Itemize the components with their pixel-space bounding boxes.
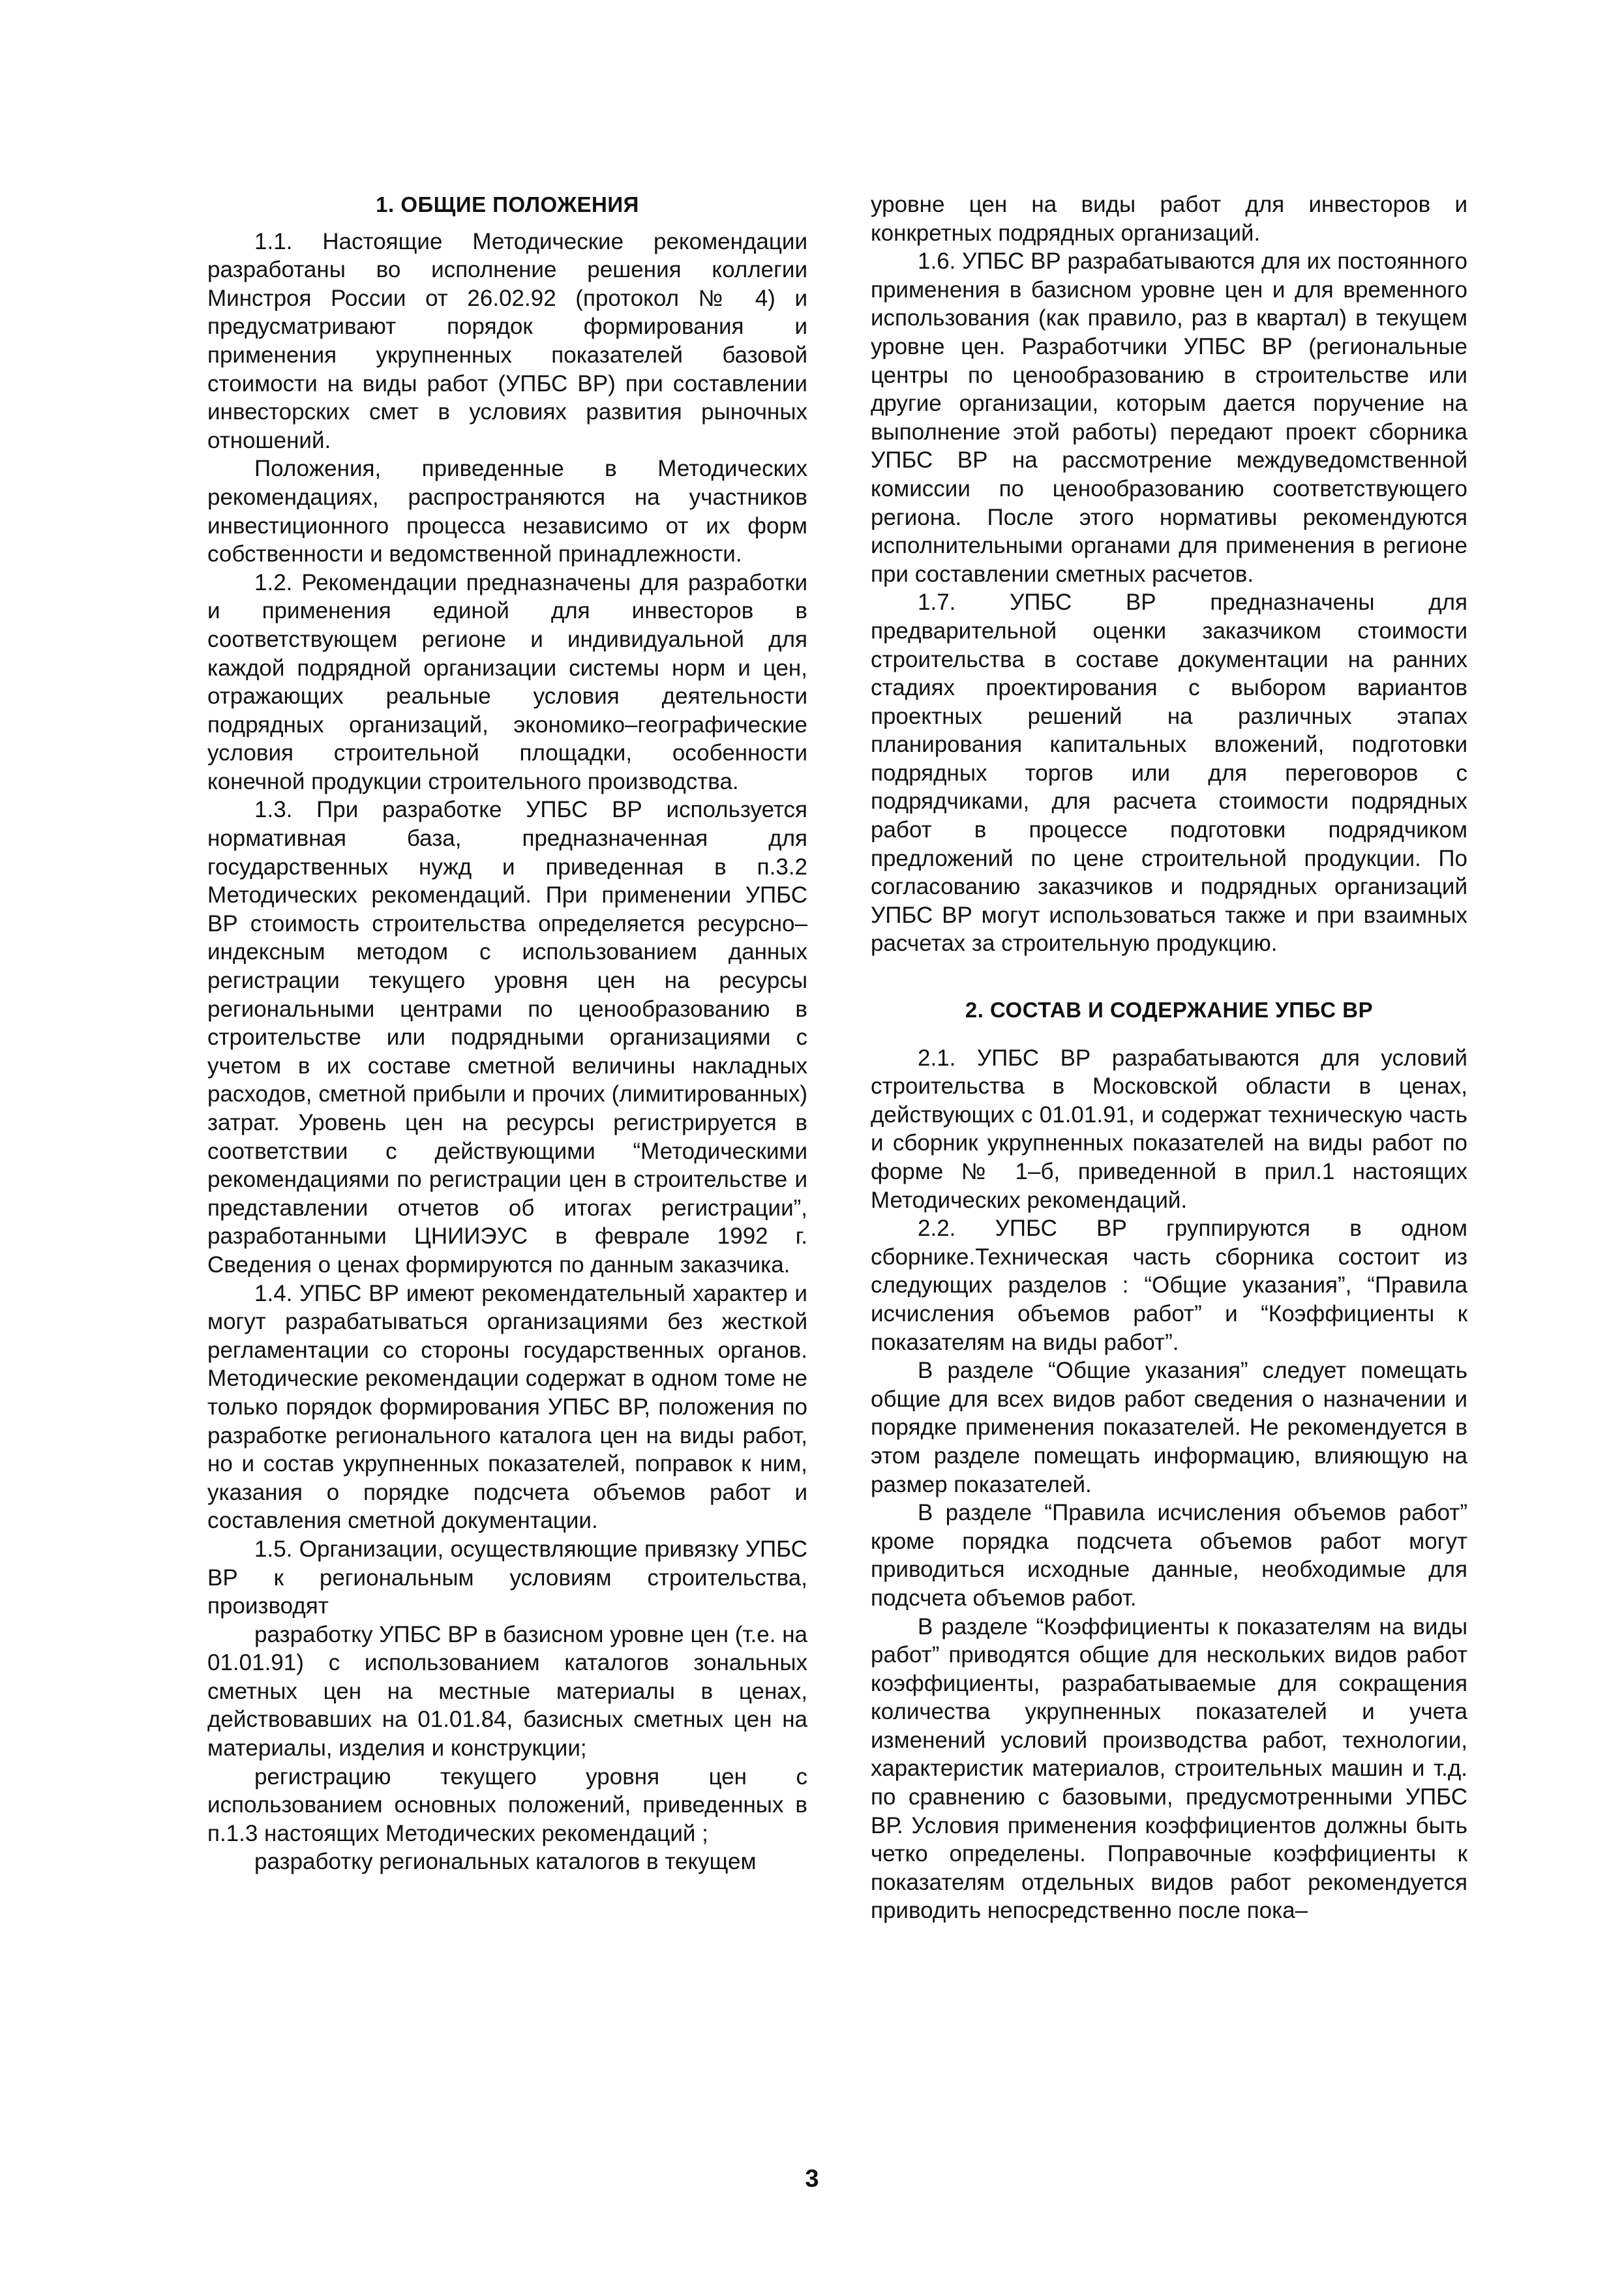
paragraph: разработку региональных каталогов в текущем xyxy=(254,1849,757,1875)
paragraph: 1.3. При разработке УПБС ВР используется нормативная база, предназначенная для государственных нужд и приведенная в п.3.2 Методических рекомендаций. При применении УПБС ВР стоимость строительства определяется ресурсно–индексным методом с использованием данных регистрации текущего уровня цен на ресурсы региональными центрами по ценообразованию в строительстве или подрядными организациями с учетом в их составе сметной величины накладных расходов, сметной прибыли и прочих (лимитированных) затрат. Уровень цен на ресурсы регистрируется в соответствии с действующими “Методическими рекомендациями по регистрации цен в строительстве и представлении отчетов об итогах регистрации”, разработанными ЦНИИЭУС в феврале 1992 г. Сведения о ценах формируются по данным заказчика. xyxy=(207,797,807,1278)
paragraph: 1.6. УПБС ВР разрабатываются для их постоянного применения в базисном уровне цен и для временного использования (как правило, раз в квартал) в текущем уровне цен. Разработчики УПБС ВР (региональные центры по ценообразованию в строительстве или другие организации, которым дается поручение на выполнение этой работы) передают проект сборника УПБС ВР на рассмотрение междуведомственной комиссии по ценообразованию соответствующего региона. После этого нормативы рекомендуются исполнительными органами для применения в регионе при составлении сметных расчетов. xyxy=(871,248,1467,587)
paragraph: 1.7. УПБС ВР предназначены для предварительной оценки заказчиком стоимости строительства в составе документации на ранних стадиях проектирования с выбором вариантов проектных решений на различных этапах планирования капитальных вложений, подготовки подрядных торгов или для переговоров с подрядчиками, для расчета стоимости подрядных работ в процессе подготовки подрядчиком предложений по цене строительной продукции. По согласованию заказчиков и подрядных организаций УПБС ВР могут использоваться также и при взаимных расчетах за строительную продукцию. xyxy=(871,590,1467,957)
paragraph: 1.5. Организации, осуществляющие привязку УПБС ВР к региональным условиям строительства, производят xyxy=(207,1536,807,1619)
paragraph: В разделе “Коэффициенты к показателям на виды работ” приводятся общие для нескольких видов работ коэффициенты, разрабатываемые для сокращения количества укрупненных показателей и учета изменений условий производства работ, технологии, характеристик материалов, строительных машин и т.д. по сравнению с базовыми, предусмотренными УПБС ВР. Условия применения коэффициентов должны быть четко определены. Поправочные коэффициенты к показателям отдельных видов работ рекомендуется приводить непосредственно после пока– xyxy=(871,1613,1467,1924)
right-column xyxy=(871,190,1467,1925)
paragraph: 2.1. УПБС ВР разрабатываются для условий строительства в Московской области в ценах, действующих с 01.01.91, и содержат техническую часть и сборник укрупненных показателей на виды работ по форме № 1–б, приведенной в прил.1 настоящих Методических рекомендаций. xyxy=(871,1045,1467,1213)
left-column xyxy=(207,190,807,1876)
page-number: 3 xyxy=(805,2165,819,2193)
paragraph: В разделе “Правила исчисления объемов работ” кроме порядка подсчета объемов работ могут приводиться исходные данные, необходимые для подсчета объемов работ. xyxy=(871,1500,1467,1611)
section-heading-general: 1. ОБЩИЕ ПОЛОЖЕНИЯ xyxy=(376,192,639,217)
paragraph: 2.2. УПБС ВР группируются в одном сборнике.Техническая часть сборника состоит из следующих разделов : “Общие указания”, “Правила исчисления объемов работ” и “Коэффициенты к показателям на виды работ”. xyxy=(871,1216,1467,1355)
paragraph: 1.4. УПБС ВР имеют рекомендательный характер и могут разрабатываться организациями без жесткой регламентации со стороны государственных органов. Методические рекомендации содержат в одном томе не только порядок формирования УПБС ВР, положения по разработке регионального каталога цен на виды работ, но и состав укрупненных показателей, поправок к ним, указания о порядке подсчета объемов работ и составления сметной документации. xyxy=(207,1280,807,1534)
paragraph: регистрацию текущего уровня цен с использованием основных положений, приведенных в п.1.3 настоящих Методических рекомендаций ; xyxy=(207,1763,807,1846)
paragraph: Положения, приведенные в Методических рекомендациях, распространяются на участников инвестиционного процесса независимо от их форм собственности и ведомственной принадлежности. xyxy=(207,456,807,567)
paragraph: разработку УПБС ВР в базисном уровне цен (т.е. на 01.01.91) с использованием каталогов зональных сметных цен на местные материалы в ценах, действовавших на 01.01.84, базисных сметных цен на материалы, изделия и конструкции; xyxy=(207,1621,807,1761)
paragraph: 1.2. Рекомендации предназначены для разработки и применения единой для инвесторов в соответствующем регионе и индивидуальной для каждой подрядной организации системы норм и цен, отражающих реальные условия деятельности подрядных организаций, экономико–географические условия строительной площадки, особенности конечной продукции строительного производства. xyxy=(207,569,807,794)
paragraph-continuation: уровне цен на виды работ для инвесторов и конкретных подрядных организаций. xyxy=(871,192,1467,246)
section-heading-composition: 2. СОСТАВ И СОДЕРЖАНИЕ УПБС ВР xyxy=(965,998,1374,1023)
paragraph: В разделе “Общие указания” следует помещать общие для всех видов работ сведения о назначении и порядке применения показателей. Не рекомендуется в этом разделе помещать информацию, влияющую на размер показателей. xyxy=(871,1358,1467,1497)
paragraph: 1.1. Настоящие Методические рекомендации разработаны во исполнение решения коллегии Минстроя России от 26.02.92 (протокол № 4) и предусматривают порядок формирования и применения укрупненных показателей базовой стоимости на виды работ (УПБС ВР) при составлении инвесторских смет в условиях развития рыночных отношений. xyxy=(207,228,807,453)
